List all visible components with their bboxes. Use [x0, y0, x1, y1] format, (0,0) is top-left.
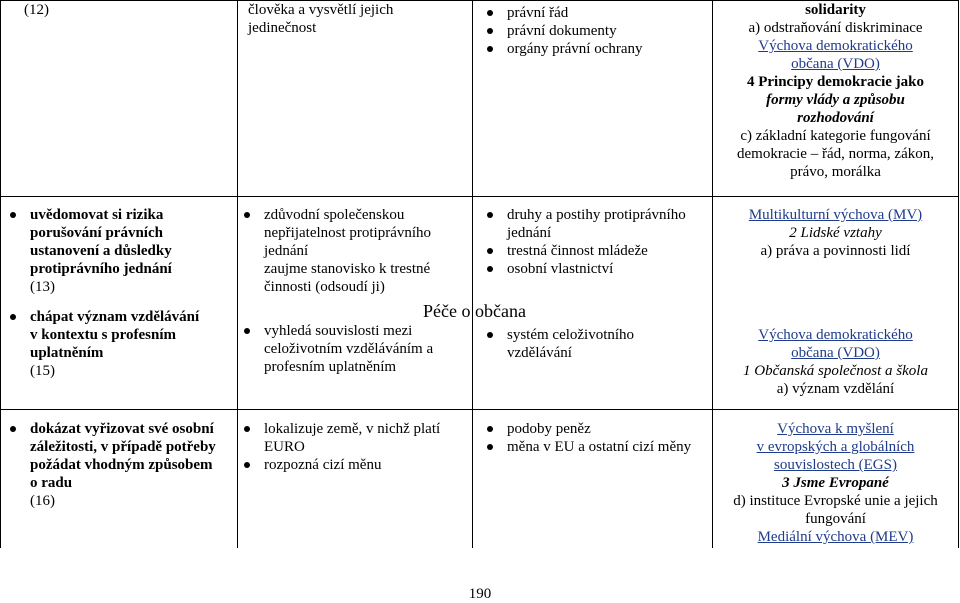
list-item: lokalizuje země, v nichž platí EURO: [238, 420, 470, 456]
row2-outcomes: [238, 206, 470, 376]
row1-topics: [481, 4, 707, 58]
list-item: systém celoživotního vzdělávání: [481, 326, 707, 362]
list-item: uvědomovat si rizika porušování právních ustanovení a důsledky protiprávního jednání (13): [4, 206, 234, 296]
list-item: měna v EU a ostatní cizí měny: [481, 438, 707, 456]
row1-topic-list: [481, 4, 707, 58]
table-border-right: [958, 0, 959, 548]
list-item: právní dokumenty: [481, 22, 707, 40]
row2-cross-curricular-lower: Výchova demokratického občana (VDO) 1 Občanská společnost a škola a) význam vzdělání: [713, 326, 958, 398]
egs-link[interactable]: souvislostech (EGS): [774, 457, 897, 473]
row3-competency: [4, 420, 236, 510]
page-number: 190: [468, 586, 492, 602]
column-divider-2: [472, 0, 473, 548]
list-item: dokázat vyřizovat své osobní záležitosti, v případě potřeby požádat vhodným způsobem o radu (16): [4, 420, 236, 510]
list-item: zdůvodní společenskou nepřijatelnost protiprávního jednání: [238, 206, 470, 260]
row2-cross-curricular: Multikulturní výchova (MV) 2 Lidské vztahy a) práva a povinnosti lidí: [713, 206, 958, 260]
vdo-link[interactable]: Výchova demokratického: [758, 38, 913, 54]
table-border-left: [0, 0, 1, 548]
section-heading: Péče o občana: [423, 301, 526, 321]
row3-topics: [481, 420, 707, 456]
list-item: zaujme stanovisko k trestné činnosti (odsoudí ji): [264, 261, 431, 295]
row2-competencies: [4, 206, 234, 380]
vdo-link[interactable]: občana (VDO): [791, 345, 880, 361]
row3-cross-curricular: Výchova k myšlení v evropských a globálních souvislostech (EGS) 3 Jsme Evropané d) instituce Evropské unie a jejich fungování Mediální výchova (MEV): [713, 420, 958, 546]
mev-link[interactable]: Mediální výchova (MEV): [757, 529, 914, 545]
mv-link[interactable]: Multikulturní výchova (MV): [748, 207, 923, 223]
list-item: právní řád: [481, 4, 707, 22]
list-item: vyhledá souvislosti mezi celoživotním vzděláváním a profesním uplatněním: [238, 322, 470, 376]
egs-link[interactable]: v evropských a globálních: [756, 439, 915, 455]
row2-topics: [481, 206, 707, 278]
egs-link[interactable]: Výchova k myšlení: [777, 421, 894, 437]
row1-cross-curricular: solidarity a) odstraňování diskriminace Výchova demokratického občana (VDO) 4 Principy demokracie jako formy vlády a způsobu rozhodování c) základní kategorie fungování demokracie – řád, norma, zákon, právo, morálka: [713, 1, 958, 181]
row2-topics-lower: [481, 326, 707, 362]
row1-competency-number: (12): [24, 2, 49, 18]
list-item: podoby peněz: [481, 420, 707, 438]
vdo-link[interactable]: Výchova demokratického: [758, 327, 913, 343]
list-item: orgány právní ochrany: [481, 40, 707, 58]
list-item: chápat význam vzdělávání v kontextu s profesním uplatněním (15): [4, 308, 234, 380]
row-divider-2: [0, 409, 959, 410]
list-item: trestná činnost mládeže: [481, 242, 707, 260]
row1-outcome: člověka a vysvětlí jejich jedinečnost: [248, 2, 394, 36]
vdo-link[interactable]: občana (VDO): [791, 56, 880, 72]
list-item: druhy a postihy protiprávního jednání: [481, 206, 707, 242]
list-item: rozpozná cizí měnu: [238, 456, 470, 474]
row3-outcomes: [238, 420, 470, 474]
row-divider-1: [0, 196, 959, 197]
list-item: osobní vlastnictví: [481, 260, 707, 278]
